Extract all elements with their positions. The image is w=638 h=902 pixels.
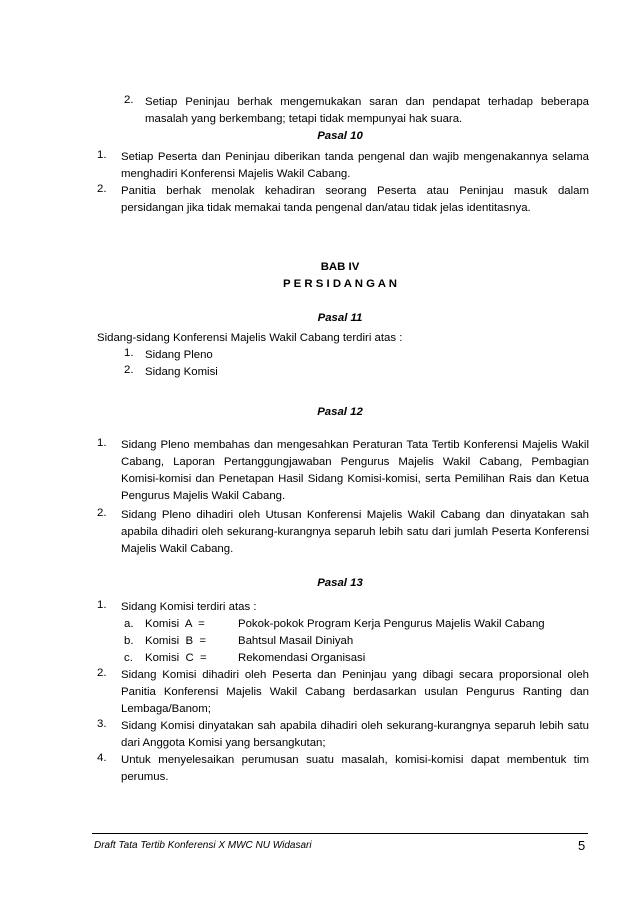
list-item-text: Sidang Komisi dinyatakan sah apabila dihadiri oleh sekurang-kurangnya separuh lebih satu dari Anggota Komisi yang bersangkutan; [121, 720, 589, 749]
pasal-13-item-3 [97, 718, 589, 752]
footer-rule [92, 833, 588, 834]
sub-text: Bahtsul Masail Diniyah [238, 635, 354, 647]
pasal-10-item-1 [97, 149, 589, 183]
sub-text: Rekomendasi Organisasi [238, 652, 366, 664]
chapter-subtitle: P E R S I D A N G A N [283, 278, 397, 290]
pasal-12-heading: Pasal 12 [317, 406, 363, 418]
list-item-text: Sidang Pleno membahas dan mengesahkan Peraturan Tata Tertib Konferensi Majelis Wakil Cabang, Laporan Pertanggungjawaban Pengurus Majelis Wakil Cabang, Pembagian Komisi-komisi dan Penetapan Hasil Sidang Komisi-komisi, serta Pemilihan Rais dan Ketua Pengurus Majelis Wakil Cabang. [121, 439, 589, 502]
list-number: 1. [97, 149, 107, 161]
sub-label: Komisi C = [145, 652, 207, 664]
pasal-11-item-1 [124, 347, 589, 364]
list-item-text: Sidang Komisi [145, 366, 218, 378]
sub-letter: c. [124, 652, 133, 664]
pasal-11-heading: Pasal 11 [317, 312, 363, 324]
pasal-13-item-2 [97, 667, 589, 718]
chapter-title: BAB IV [320, 261, 360, 273]
list-item-text: Sidang Pleno [145, 349, 213, 361]
list-number: 2. [97, 667, 107, 679]
pasal-13-item-1 [97, 599, 589, 616]
list-item-text: Sidang Komisi terdiri atas : [121, 601, 257, 613]
pasal-12-item-2 [97, 507, 589, 558]
list-number: 1. [124, 347, 134, 359]
list-number: 2. [97, 183, 107, 195]
pasal-11-item-2 [124, 364, 589, 381]
pasal-13-item-4 [97, 752, 589, 786]
list-item-text: Untuk menyelesaikan perumusan suatu masalah, komisi-komisi dapat membentuk tim perumus. [121, 754, 589, 783]
list-number: 4. [97, 752, 107, 764]
list-item-text: Sidang Komisi dihadiri oleh Peserta dan Peninjau yang dibagi secara proporsional oleh Panitia Konferensi Majelis Wakil Cabang berdasarkan usulan Pengurus Ranting dan Lembaga/Banom; [121, 669, 589, 715]
sub-text: Pokok-pokok Program Kerja Pengurus Majelis Wakil Cabang [238, 618, 545, 630]
list-item-text: Setiap Peninjau berhak mengemukakan saran dan pendapat terhadap beberapa masalah yang berkembang; tetapi tidak mempunyai hak suara. [145, 96, 589, 125]
list-item-text: Panitia berhak menolak kehadiran seorang Peserta atau Peninjau masuk dalam persidangan jika tidak memakai tanda pengenal dan/atau tidak jelas identitasnya. [121, 185, 589, 214]
page-number: 5 [578, 838, 586, 853]
list-number: 1. [97, 437, 107, 449]
pasal-13-heading: Pasal 13 [317, 577, 363, 589]
sub-label: Komisi B = [145, 635, 207, 647]
list-number: 2. [97, 507, 107, 519]
list-number: 2. [124, 94, 134, 106]
list-item-text: Setiap Peserta dan Peninjau diberikan tanda pengenal dan wajib mengenakannya selama menghadiri Konferensi Majelis Wakil Cabang. [121, 151, 589, 180]
pasal-10-heading: Pasal 10 [317, 130, 363, 142]
sub-letter: a. [124, 618, 134, 630]
list-item-text: Sidang Pleno dihadiri oleh Utusan Konferensi Majelis Wakil Cabang dan dinyatakan sah apabila dihadiri oleh sekurang-kurangnya separuh lebih satu dari jumlah Peserta Konferensi Majelis Wakil Cabang. [121, 509, 589, 555]
footer-title: Draft Tata Tertib Konferensi X MWC NU Widasari [94, 840, 312, 851]
pasal-11-intro: Sidang-sidang Konferensi Majelis Wakil Cabang terdiri atas : [97, 332, 403, 344]
list-number: 3. [97, 718, 107, 730]
pasal-12-item-1 [97, 437, 589, 505]
sub-letter: b. [124, 635, 134, 647]
top-list-item [124, 94, 589, 128]
pasal-10-item-2 [97, 183, 589, 217]
list-number: 1. [97, 599, 107, 611]
sub-label: Komisi A = [145, 618, 205, 630]
list-number: 2. [124, 364, 134, 376]
